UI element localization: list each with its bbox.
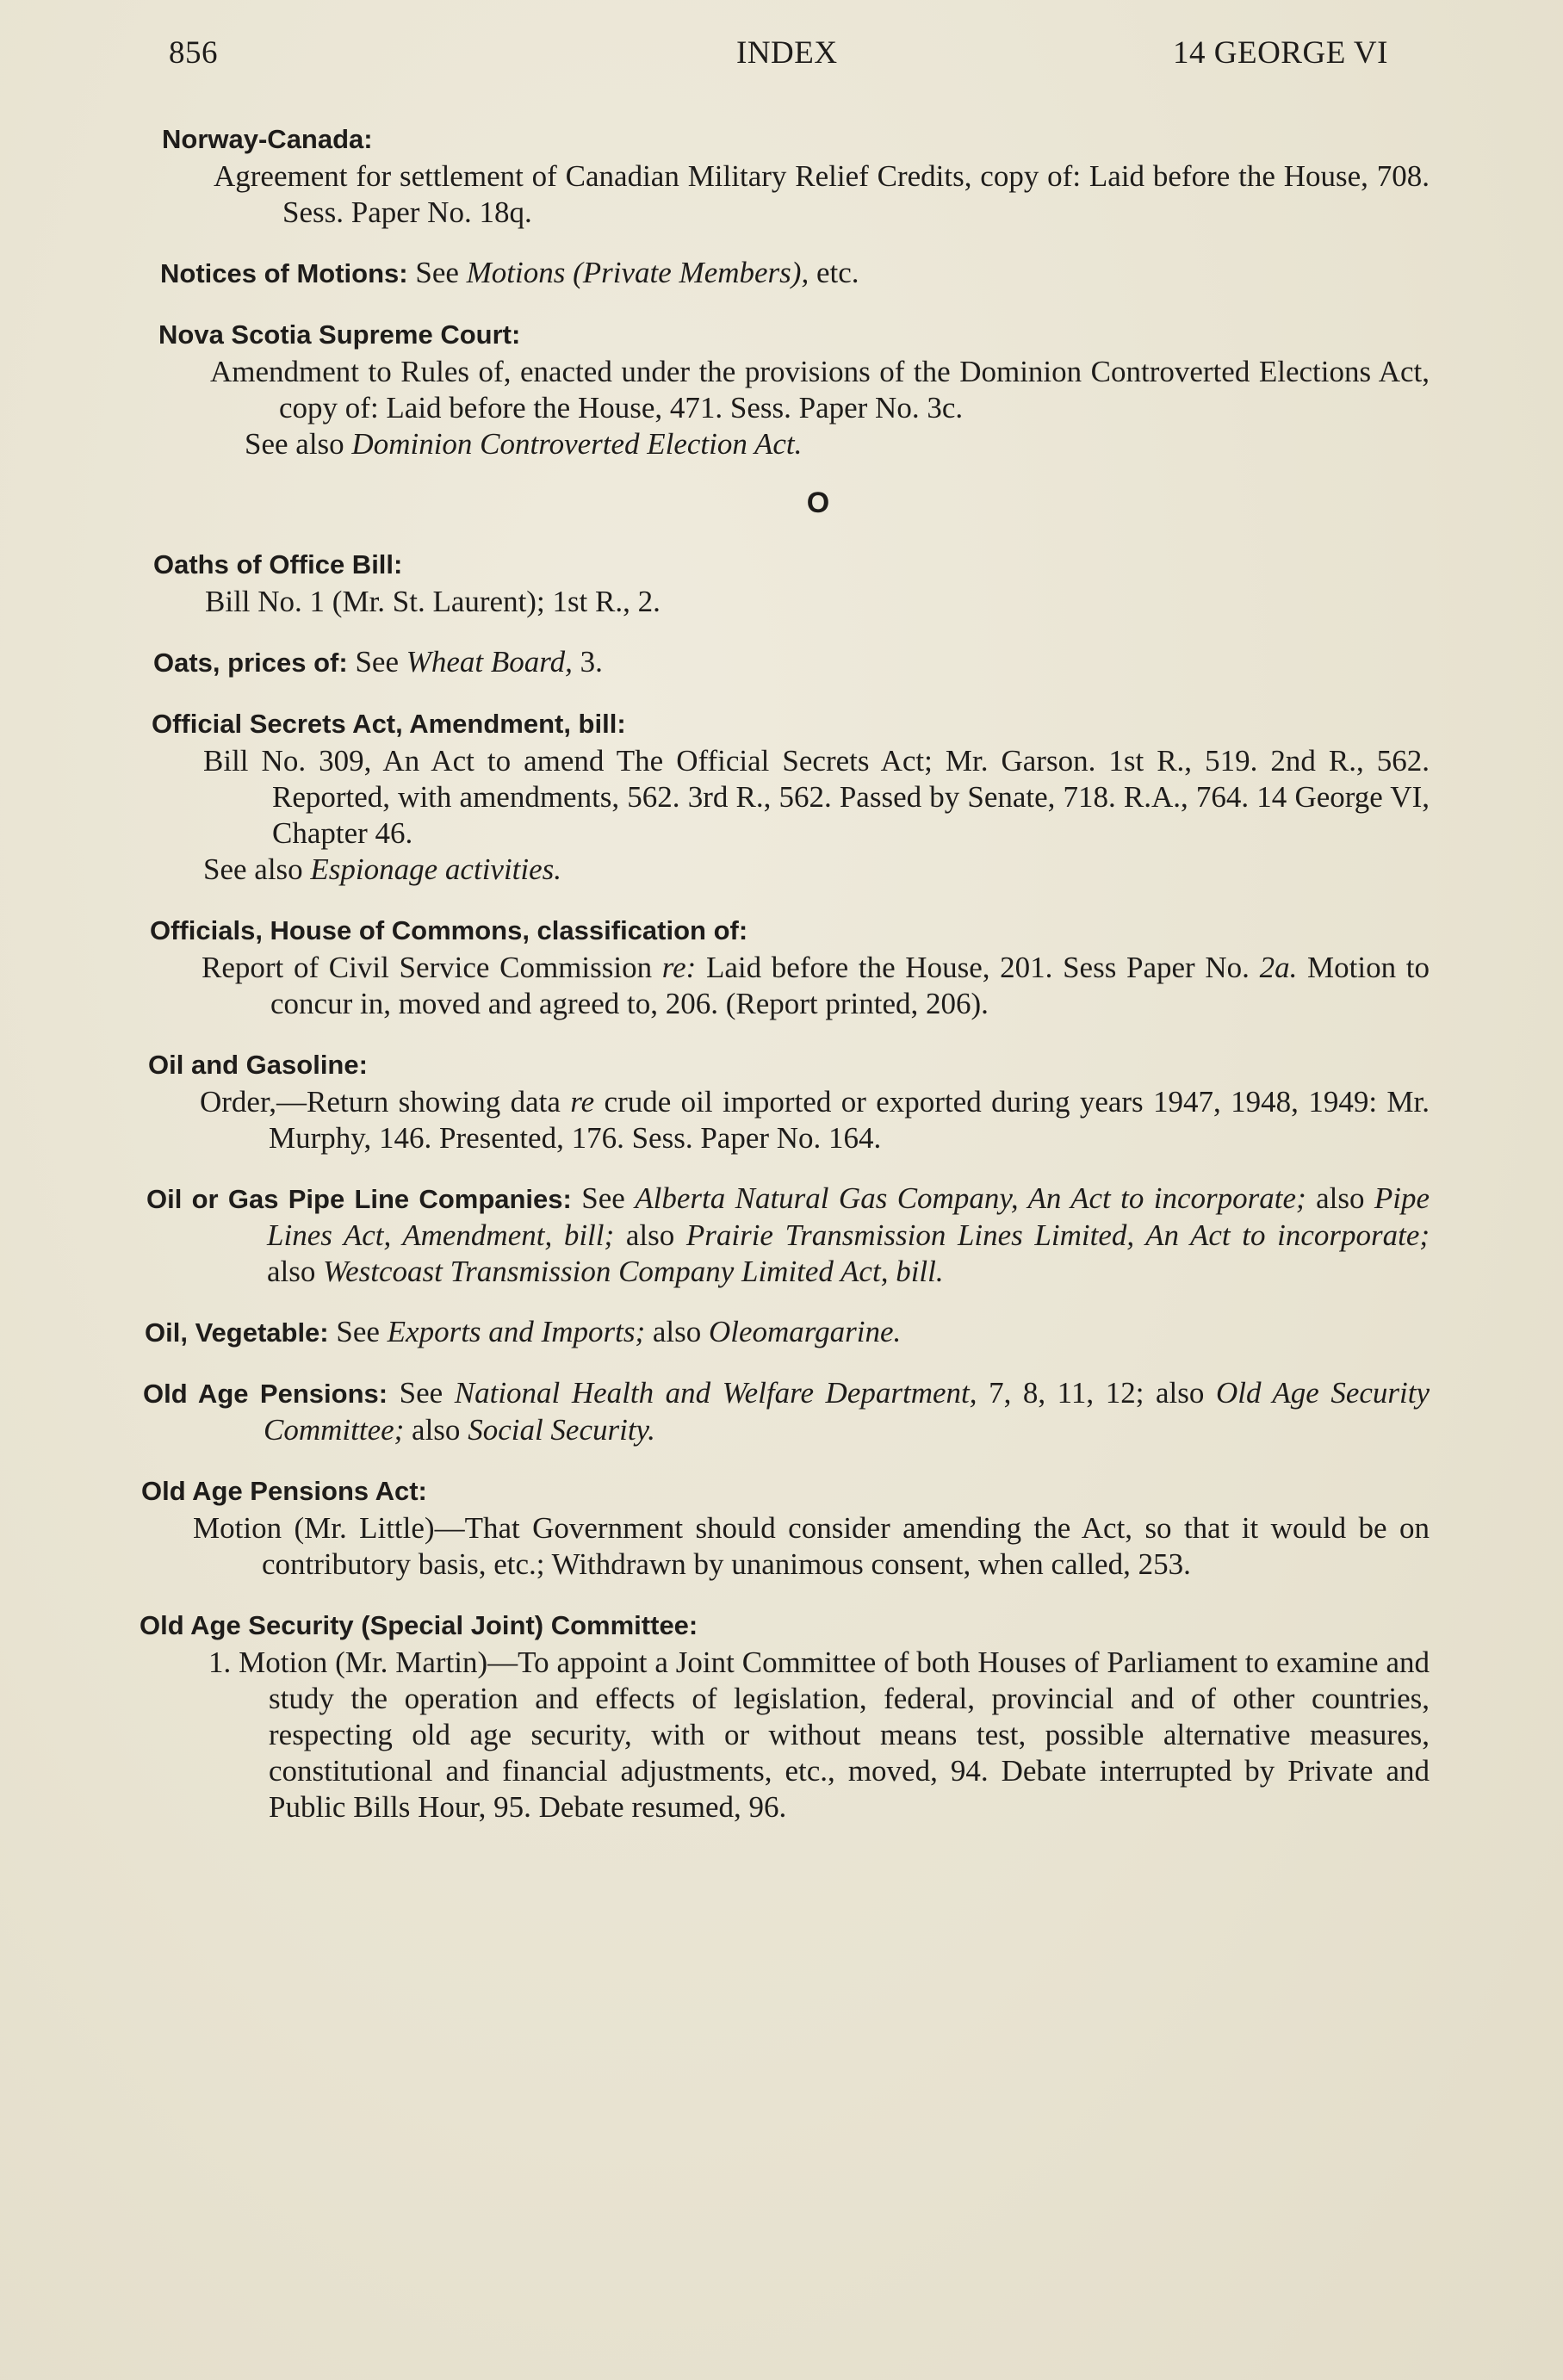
see-text: See: [415, 256, 459, 289]
see-text: See: [355, 645, 399, 679]
page-refs: 7, 8, 11, 12;: [989, 1376, 1144, 1410]
cross-reference: Pipe Lines Act, Amendment, bill;: [267, 1181, 1430, 1252]
subitem-text: crude oil imported or exported during years 1947, 1948, 1949: Mr. Murphy, 146. Presented, 176. Sess. Paper No. 164.: [269, 1085, 1430, 1155]
entry-official-secrets-act: [152, 705, 1430, 888]
section-letter: O: [806, 487, 830, 519]
entry-heading: Norway-Canada:: [162, 124, 373, 154]
entry-subitem: Bill No. 309, An Act to amend The Official Secrets Act; Mr. Garson. 1st R., 519. 2nd R., 562. Reported, with amendments, 562. 3rd R., 562. Passed by Senate, 718. R.A., 764. 14 George VI, Chapter 46.: [203, 744, 1430, 850]
subitem-text: Report of Civil Service Commission: [202, 951, 653, 984]
reign-label: 14 GEORGE VI: [1173, 35, 1388, 71]
entry-heading: Oil, Vegetable:: [145, 1317, 329, 1348]
entry-subitem: Agreement for settlement of Canadian Military Relief Credits, copy of: Laid before the House, 708. Sess. Paper No. 18q.: [214, 159, 1430, 229]
entry-oil-and-gasoline: [148, 1046, 1430, 1156]
also-text: also: [625, 1218, 675, 1252]
entry-heading: Notices of Motions:: [160, 258, 408, 288]
entry-inline: [145, 1314, 1430, 1351]
cross-reference: Espionage activities.: [310, 852, 562, 886]
entry-inline: [160, 255, 1430, 292]
index-content: [138, 121, 1430, 1850]
see-text: See: [336, 1315, 380, 1348]
see-text: See: [399, 1376, 443, 1410]
entry-notices-of-motions: [160, 255, 1430, 292]
entry-norway-canada: [162, 121, 1430, 231]
cross-reference: Westcoast Transmission Company Limited Act, bill.: [323, 1255, 944, 1288]
cross-reference: Old Age Security Committee;: [264, 1376, 1430, 1447]
entry-heading: Oaths of Office Bill:: [153, 549, 403, 580]
also-text: also: [267, 1255, 316, 1288]
entry-nova-scotia-supreme-court: [158, 316, 1430, 462]
entry-subitem: Motion (Mr. Little)—That Government should consider amending the Act, so that it would be on contributory basis, etc.; Withdrawn by unanimous consent, when called, 253.: [193, 1511, 1430, 1581]
entry-heading: Old Age Security (Special Joint) Committee:: [140, 1610, 698, 1640]
entry-heading: Nova Scotia Supreme Court:: [158, 319, 521, 350]
running-title: INDEX: [736, 35, 838, 71]
cross-reference: Wheat Board,: [406, 645, 573, 679]
entry-oats-prices: [153, 644, 1430, 681]
entry-officials-house-of-commons: [150, 912, 1430, 1022]
re-term: re: [570, 1085, 595, 1119]
entry-oil-gas-pipe-line: [146, 1181, 1430, 1290]
ref-tail: etc.: [816, 256, 859, 289]
entry-heading: Old Age Pensions:: [143, 1379, 388, 1409]
entry-see-also: [158, 426, 1430, 462]
page-header: [0, 34, 1563, 86]
also-text: also: [652, 1315, 702, 1348]
cross-reference: Social Security.: [468, 1413, 655, 1447]
entry-heading: Official Secrets Act, Amendment, bill:: [152, 709, 626, 739]
see-also-text: See also: [245, 427, 344, 461]
cross-reference: Motions (Private Members),: [466, 256, 809, 289]
entry-subitem: Amendment to Rules of, enacted under the provisions of the Dominion Controverted Elections Act, copy of: Laid before the House, 471. Sess. Paper No. 3c.: [210, 355, 1430, 425]
see-text: See: [581, 1181, 625, 1215]
page-number: 856: [169, 35, 218, 71]
entry-old-age-pensions: [143, 1375, 1430, 1448]
subitem-text: Laid before the House, 201. Sess Paper No.: [705, 951, 1250, 984]
subitem-text: Order,—Return showing data: [200, 1085, 561, 1119]
entry-heading: Oil and Gasoline:: [148, 1050, 368, 1080]
cross-reference: Alberta Natural Gas Company, An Act to incorporate;: [635, 1181, 1306, 1215]
also-text: also: [1316, 1181, 1365, 1215]
entry-inline: [153, 644, 1430, 681]
entry-old-age-pensions-act: [141, 1472, 1430, 1583]
ref-tail: 3.: [580, 645, 603, 679]
cross-reference: Prairie Transmission Lines Limited, An Act to incorporate;: [685, 1218, 1430, 1252]
entry-oaths-of-office-bill: [153, 546, 1430, 620]
entry-heading: Officials, House of Commons, classification of:: [150, 915, 748, 945]
entry-subitem: [148, 1084, 1430, 1156]
entry-inline: [143, 1375, 1430, 1448]
entry-heading: Oats, prices of:: [153, 648, 348, 678]
entry-subitem: Bill No. 1 (Mr. St. Laurent); 1st R., 2.: [205, 585, 661, 618]
entry-heading: Oil or Gas Pipe Line Companies:: [146, 1184, 572, 1214]
cross-reference: National Health and Welfare Department,: [454, 1376, 977, 1410]
numbered-subitem: 1. Motion (Mr. Martin)—To appoint a Joint Committee of both Houses of Parliament to examine and study the operation and effects of legislation, federal, provincial and of other countries, respecting old age security, with or without means test, possible alternative measures, constitutional and financial adjustments, etc., moved, 94. Debate interrupted by Private and Public Bills Hour, 95. Debate resumed, 96.: [208, 1646, 1430, 1824]
cross-reference: Exports and Imports;: [387, 1315, 646, 1348]
also-text: also: [412, 1413, 461, 1447]
entry-inline: [146, 1181, 1430, 1290]
entry-old-age-security-committee: [140, 1607, 1430, 1825]
see-also-text: See also: [203, 852, 303, 886]
entry-oil-vegetable: [145, 1314, 1430, 1351]
paper-number: 2a.: [1259, 951, 1298, 984]
also-text: also: [1155, 1376, 1205, 1410]
entry-see-also: [152, 852, 1430, 888]
re-term: re:: [661, 951, 697, 984]
cross-reference: Dominion Controverted Election Act.: [351, 427, 803, 461]
cross-reference: Oleomargarine.: [709, 1315, 902, 1348]
subitem-text: Motion to concur in, moved and agreed to, 206. (Report printed, 206).: [270, 951, 1430, 1020]
entry-heading: Old Age Pensions Act:: [141, 1476, 427, 1506]
entry-subitem: [150, 950, 1430, 1022]
